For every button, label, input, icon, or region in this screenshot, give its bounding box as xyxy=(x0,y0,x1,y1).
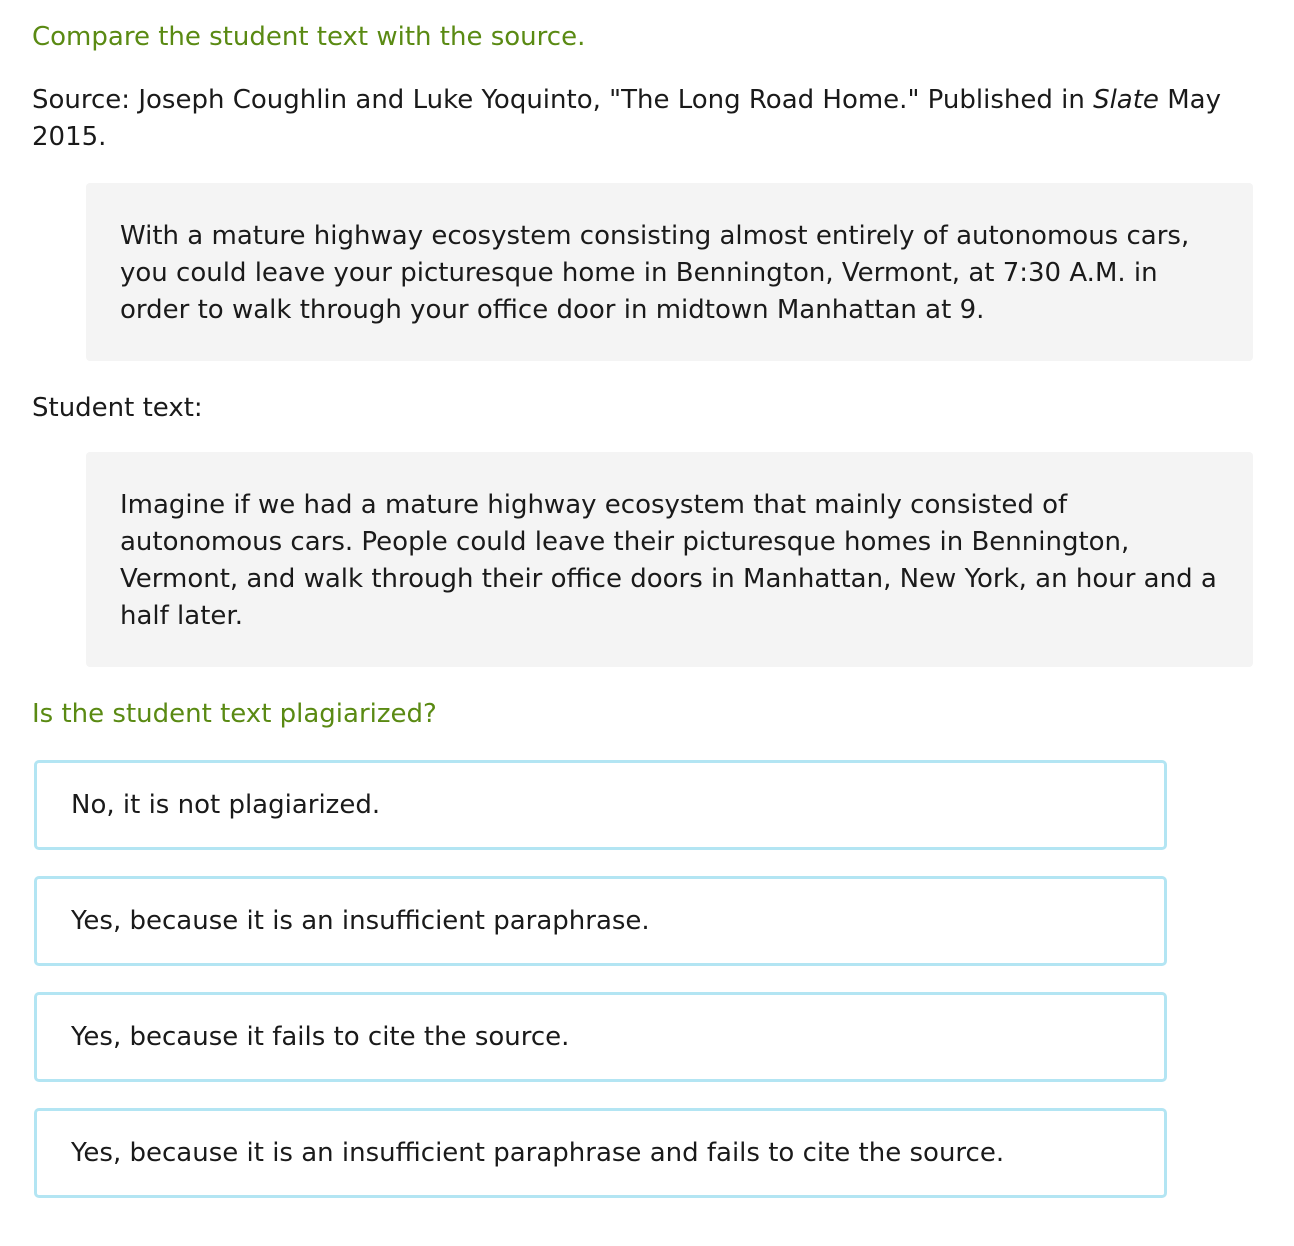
answer-choice-not-plagiarized[interactable] xyxy=(34,760,1167,850)
question-prompt: Is the student text plagiarized? xyxy=(32,699,437,729)
source-publication: Slate xyxy=(1093,85,1159,115)
student-text-label: Student text: xyxy=(32,393,203,423)
answer-choice-fails-to-cite[interactable] xyxy=(34,992,1167,1082)
source-prefix: Source: Joseph Coughlin and Luke Yoquinto, "The Long Road Home." Published in xyxy=(32,85,1094,115)
student-quote-box xyxy=(86,452,1253,667)
answer-choice-label: No, it is not plagiarized. xyxy=(71,790,381,820)
answer-choice-label: Yes, because it is an insufficient paraphrase. xyxy=(71,906,650,936)
source-quote: With a mature highway ecosystem consisting almost entirely of autonomous cars, you could leave your picturesque home in Bennington, Vermont, at 7:30 A.M. in order to walk through your office door in midtown Manhattan at 9. xyxy=(120,221,1190,325)
source-quote-box xyxy=(86,183,1253,361)
answer-choice-label: Yes, because it fails to cite the source. xyxy=(71,1022,570,1052)
answer-choice-insufficient-paraphrase[interactable] xyxy=(34,876,1167,966)
answer-choice-paraphrase-and-cite[interactable] xyxy=(34,1108,1167,1198)
source-suffix: May 2015. xyxy=(32,85,1221,152)
answer-choice-label: Yes, because it is an insufficient paraphrase and fails to cite the source. xyxy=(71,1138,1005,1168)
student-quote: Imagine if we had a mature highway ecosystem that mainly consisted of autonomous cars. People could leave their picturesque homes in Bennington, Vermont, and walk through their office doors in Manhattan, New York, an hour and a half later. xyxy=(120,490,1217,631)
source-citation xyxy=(32,82,1282,156)
instruction-text: Compare the student text with the source. xyxy=(32,22,586,52)
